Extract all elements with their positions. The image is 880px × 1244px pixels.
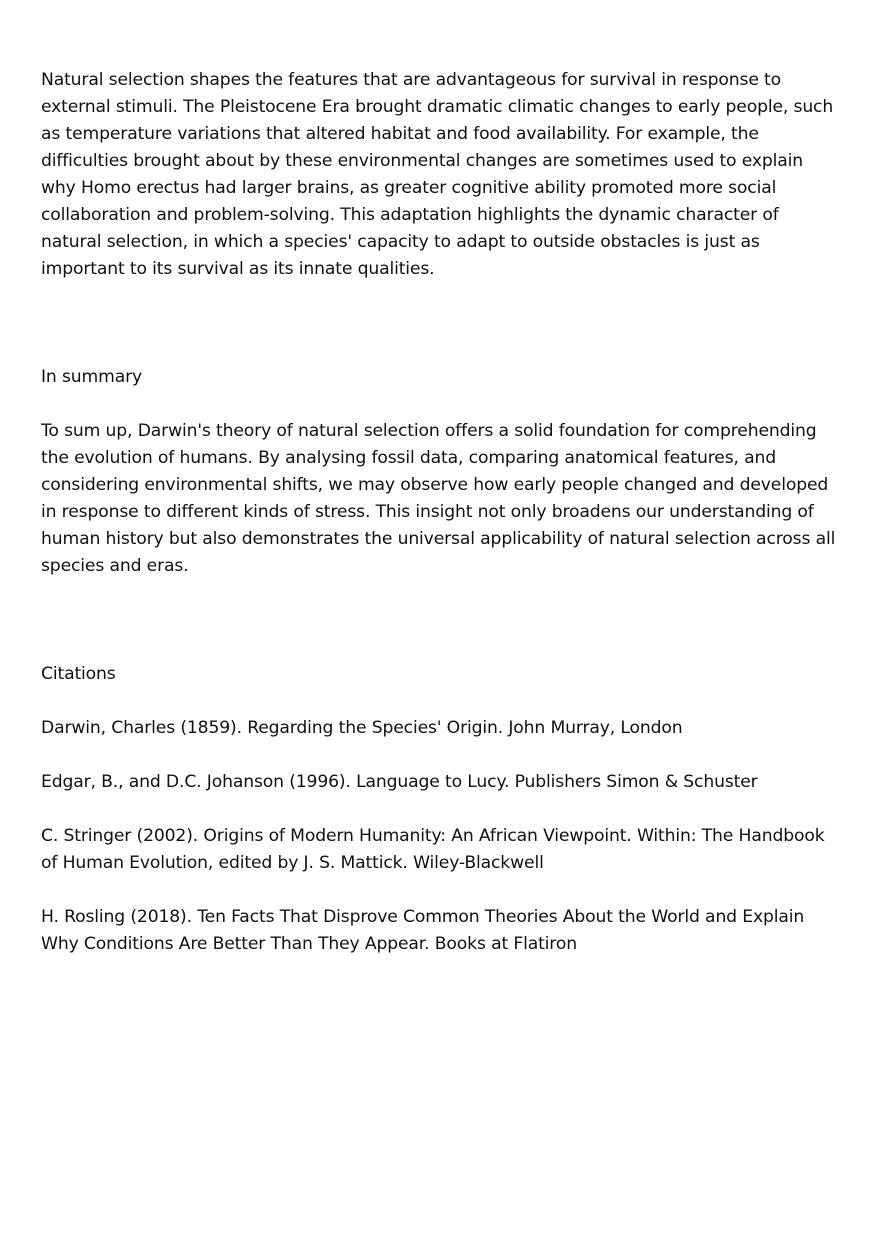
citation-item: H. Rosling (2018). Ten Facts That Disprove Common Theories About the World and Explain Why Conditions Are Better Than They Appear. Books at Flatiron	[41, 907, 805, 954]
summary-heading: In summary	[41, 367, 143, 387]
citations-heading: Citations	[41, 664, 116, 684]
intro-paragraph: Natural selection shapes the features that are advantageous for survival in response to external stimuli. The Pleistocene Era brought dramatic climatic changes to early people, such as temperature variations that altered habitat and food availability. For example, the difficulties brought about by these environmental changes are sometimes used to explain why Homo erectus had larger brains, as greater cognitive ability promoted more social collaboration and problem-solving. This adaptation highlights the dynamic character of natural selection, in which a species' capacity to adapt to outside obstacles is just as important to its survival as its innate qualities.	[41, 70, 834, 279]
citation-item: Darwin, Charles (1859). Regarding the Species' Origin. John Murray, London	[41, 718, 683, 738]
summary-paragraph: To sum up, Darwin's theory of natural selection offers a solid foundation for comprehending the evolution of humans. By analysing fossil data, comparing anatomical features, and considering environmental shifts, we may observe how early people changed and developed in response to different kinds of stress. This insight not only broadens our understanding of human history but also demonstrates the universal applicability of natural selection across all species and eras.	[41, 421, 836, 576]
citation-item: C. Stringer (2002). Origins of Modern Humanity: An African Viewpoint. Within: The Handbook of Human Evolution, edited by J. S. Mattick. Wiley-Blackwell	[41, 826, 825, 873]
citation-list	[41, 715, 841, 958]
citation-item: Edgar, B., and D.C. Johanson (1996). Language to Lucy. Publishers Simon & Schuster	[41, 772, 758, 792]
document-page	[41, 67, 841, 985]
